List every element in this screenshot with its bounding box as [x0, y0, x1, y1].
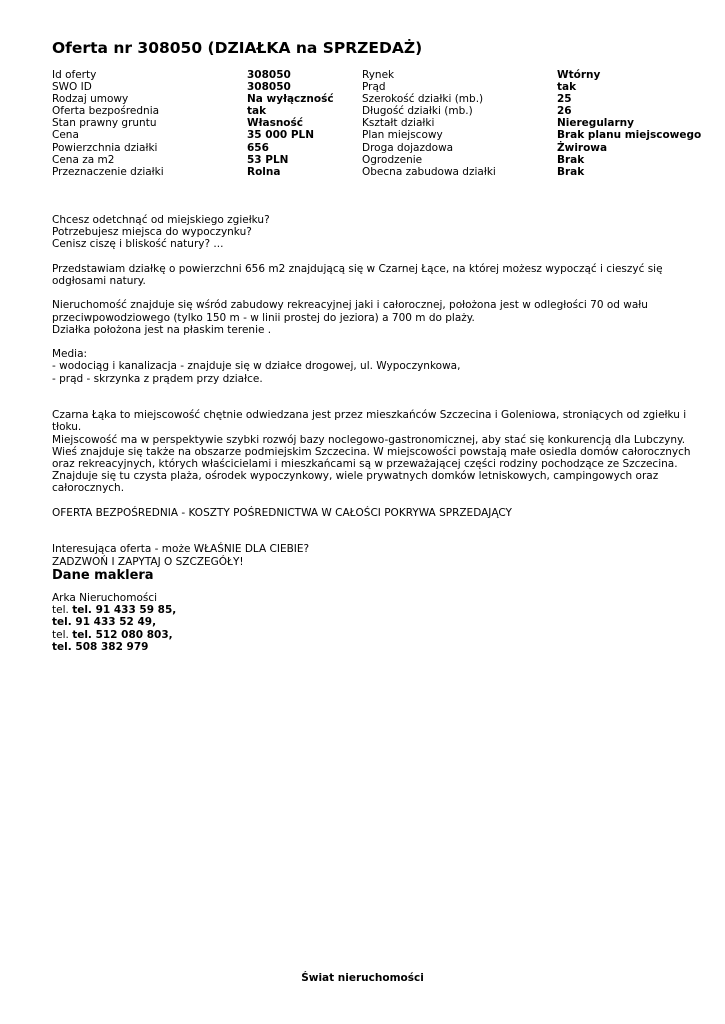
description-line: Media: [52, 348, 88, 361]
detail-value: Rolna [247, 165, 281, 178]
detail-label: Powierzchnia działki [52, 141, 158, 154]
detail-label: Długość działki (mb.) [362, 105, 473, 118]
agent-heading: Dane maklera [52, 568, 154, 583]
detail-value: 35 000 PLN [247, 129, 315, 142]
agent-phone-line [52, 629, 176, 641]
detail-value: 26 [557, 105, 572, 118]
detail-row [52, 142, 712, 154]
description-paragraph: Miejscowość ma w perspektywie szybki rozwój bazy noclegowo-gastronomicznej, aby stać się konkurencją dla Lubczyny. [52, 433, 686, 446]
description-line: - wodociąg i kanalizacja - znajduje się w działce drogowej, ul. Wypoczynkowa, [52, 360, 461, 373]
detail-row [52, 166, 712, 178]
detail-label: Cena [52, 129, 79, 142]
offer-description [52, 214, 702, 568]
detail-value: Na wyłączność [247, 93, 334, 106]
detail-row [52, 154, 712, 166]
detail-value: Brak planu miejscowego [557, 129, 702, 142]
agent-phone-line [52, 604, 176, 616]
detail-label: Szerokość działki (mb.) [362, 93, 484, 106]
detail-value: Własność [247, 117, 303, 130]
detail-row [52, 105, 712, 117]
agent-company: Arka Nieruchomości [52, 592, 158, 604]
detail-label: Ogrodzenie [362, 153, 423, 166]
phone-number: tel. 91 433 59 85, [72, 604, 177, 617]
detail-label: Stan prawny gruntu [52, 117, 157, 130]
detail-value: 308050 [247, 69, 291, 81]
description-line: OFERTA BEZPOŚREDNIA - KOSZTY POŚREDNICTWA W CAŁOŚCI POKRYWA SPRZEDAJĄCY [52, 506, 512, 519]
detail-label: Rodzaj umowy [52, 93, 129, 106]
detail-value: tak [247, 105, 267, 118]
detail-label: SWO ID [52, 81, 92, 94]
detail-value: 53 PLN [247, 153, 289, 166]
description-line: Cenisz ciszę i bliskość natury? ... [52, 238, 224, 251]
description-paragraph: Wieś znajduje się także na obszarze podmiejskim Szczecina. W miejscowości powstają małe osiedla domów całorocznych oraz rekreacyjnych, których właścicielami i mieszkańcami są w przeważającej części rodziny pochodzące ze Szczecina. [52, 445, 691, 470]
detail-row [52, 69, 712, 81]
detail-value: Brak [557, 165, 585, 178]
detail-label: Prąd [362, 81, 386, 94]
page-footer: Świat nieruchomości [301, 972, 424, 984]
detail-value: Wtórny [557, 69, 601, 81]
detail-label: Plan miejscowy [362, 129, 443, 142]
detail-value: 656 [247, 141, 269, 154]
detail-value: tak [557, 81, 577, 94]
description-line: Chcesz odetchnąć od miejskiego zgiełku? [52, 214, 270, 226]
detail-row [52, 129, 712, 141]
phone-number: tel. 512 080 803, [72, 628, 173, 641]
description-line: Interesująca oferta - może WŁAŚNIE DLA CIEBIE? [52, 543, 310, 556]
detail-row [52, 81, 712, 93]
detail-label: Obecna zabudowa działki [362, 165, 496, 178]
description-line: ZADZWOŃ I ZAPYTAJ O SZCZEGÓŁY! [52, 555, 244, 568]
detail-label: Id oferty [52, 69, 97, 81]
phone-number: tel. 91 433 52 49, [52, 616, 157, 629]
description-paragraph: Nieruchomość znajduje się wśród zabudowy rekreacyjnej jaki i całorocznej, położona jest w odległości 70 od wału przeciwpowodziowego (tylko 150 m - w linii prostej do jeziora) a 700 m do plaży. [52, 299, 648, 324]
detail-label: Przeznaczenie działki [52, 165, 164, 178]
detail-value: Żwirowa [557, 141, 608, 154]
detail-value: Nieregularny [557, 117, 634, 130]
detail-value: 308050 [247, 81, 291, 94]
detail-label: Cena za m2 [52, 153, 115, 166]
phone-number: tel. 508 382 979 [52, 640, 149, 653]
agent-details [52, 592, 176, 653]
detail-row [52, 93, 712, 105]
description-line: - prąd - skrzynka z prądem przy działce. [52, 372, 263, 385]
detail-label: Kształt działki [362, 117, 435, 130]
description-line: Działka położona jest na płaskim terenie . [52, 323, 272, 336]
phone-prefix: tel. [52, 628, 69, 641]
description-paragraph: Znajduje się tu czysta plaża, ośrodek wypoczynkowy, wiele prywatnych domków letniskowych, campingowych oraz całorocznych. [52, 470, 659, 495]
detail-value: Brak [557, 153, 585, 166]
page-title: Oferta nr 308050 (DZIAŁKA na SPRZEDAŻ) [52, 39, 423, 57]
description-paragraph: Czarna Łąka to miejscowość chętnie odwiedzana jest przez mieszkańców Szczecina i Goleniowa, stroniących od zgiełku i tłoku. [52, 409, 687, 434]
offer-details [52, 69, 712, 178]
detail-value: 25 [557, 93, 572, 106]
description-paragraph: Przedstawiam działkę o powierzchni 656 m2 znajdującą się w Czarnej Łące, na której możesz wypocząć i cieszyć się odgłosami natury. [52, 262, 663, 287]
detail-label: Rynek [362, 69, 395, 81]
detail-label: Oferta bezpośrednia [52, 105, 160, 118]
description-line: Potrzebujesz miejsca do wypoczynku? [52, 226, 252, 239]
detail-label: Droga dojazdowa [362, 141, 454, 154]
detail-row [52, 117, 712, 129]
phone-prefix: tel. [52, 604, 69, 617]
